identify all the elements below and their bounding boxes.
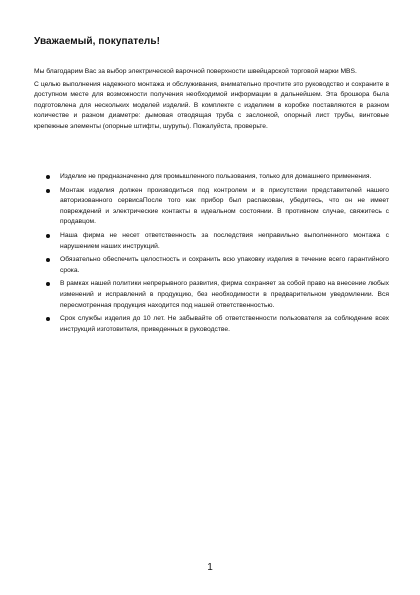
bullet-icon	[46, 175, 50, 179]
list-item-text: Срок службы изделия до 10 лет. Не забывайте об ответственности пользователя за соблюдение всех инструкций изготовителя, приведенных в руководстве.	[60, 315, 389, 333]
page-number: 1	[207, 562, 213, 573]
list-item	[46, 172, 389, 183]
notice-list	[46, 172, 389, 338]
list-item-text: Изделие не предназначенно для промышленного пользования, только для домашнего применения.	[60, 173, 372, 180]
bullet-icon	[46, 189, 50, 193]
list-item-text: Монтаж изделия должен производиться под контролем и в присутствии представителей нашего авторизованного сервисаПосле того как прибор был распакован, убедитесь, что он не имеет повреждений и электрические контакты в идеальном состоянии. В противном случае, свяжитесь с продавцом.	[60, 186, 389, 226]
page-title: Уважаемый, покупатель!	[34, 36, 161, 47]
intro-paragraph: Мы благодарим Вас за выбор электрической варочной поверхности швейцарской торговой марки MBS.	[34, 68, 357, 75]
list-item	[46, 231, 389, 252]
list-item-text: В рамках нашей политики непрерывного развития, фирма сохраняет за собой право на внесение любых изменений и исправлений в продукцию, без необходимости в предварительном уведомлении. Вся пересмотренная продукция находится под нашей ответственностью.	[60, 280, 389, 309]
bullet-icon	[46, 234, 50, 238]
bullet-icon	[46, 317, 50, 321]
list-item-text: Обязательно обеспечить целостность и сохранить всю упаковку изделия в течение всего гарантийного срока.	[60, 256, 389, 274]
list-item	[46, 314, 389, 335]
intro-section	[34, 67, 389, 135]
list-item	[46, 186, 389, 228]
list-item-text: Наша фирма не несет ответственность за последствия неправильно выполненного монтажа с нарушением наших инструкций.	[60, 231, 389, 250]
bullet-icon	[46, 258, 50, 262]
list-item	[46, 255, 389, 276]
intro-paragraph: С целью выполнения надежного монтажа и обслуживания, внимательно прочтите это руководство и сохраните в доступном месте для возможности получения необходимой информации в дальнейшем. Эта брошюра была подготовлена для нескольких моделей изделий. В комплекте с изделием в коробке поставляются в разном количестве и разном диаметре: дымовая отводящая труба с заслонкой, опорный лист трубы, винтовые крепежные элементы (опорные штифты, шурупы). Пожалуйста, проверьте.	[34, 80, 389, 130]
list-item	[46, 279, 389, 311]
bullet-icon	[46, 282, 50, 286]
